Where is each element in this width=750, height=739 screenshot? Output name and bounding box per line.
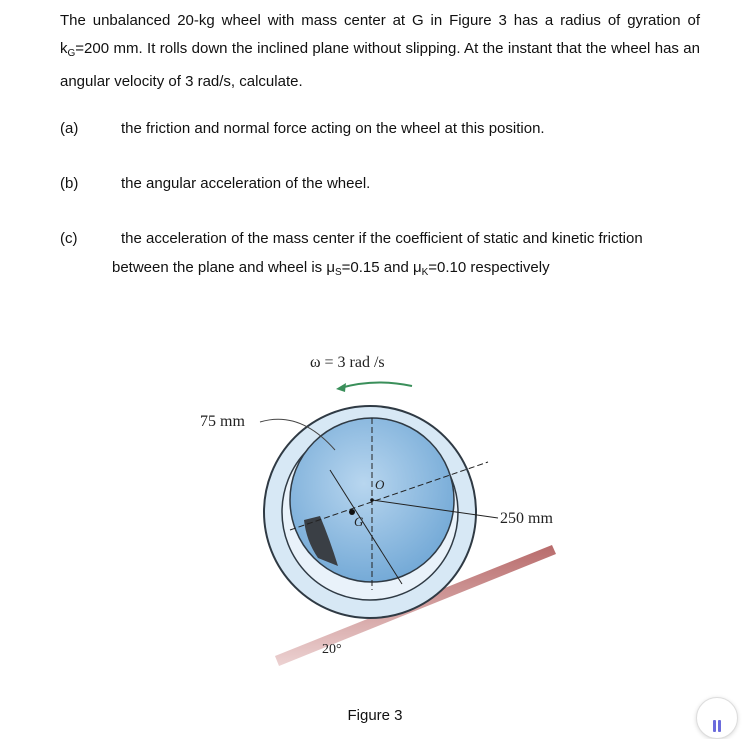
question-c-label: (c)	[60, 230, 78, 247]
omega-label: ω = 3 rad /s	[310, 354, 385, 371]
center-label: O	[375, 477, 385, 492]
wheel-figure	[180, 340, 584, 672]
question-c-text: the acceleration of the mass center if the coefficient of static and kinetic friction	[121, 230, 643, 247]
intro-subscript: G	[67, 48, 76, 59]
question-a-text: the friction and normal force acting on the wheel at this position.	[121, 120, 545, 137]
question-a-label: (a)	[60, 120, 79, 137]
menu-bar-icon	[713, 720, 716, 732]
question-c-cont-mid: =0.15 and μ	[341, 259, 422, 276]
incline-angle-label: 20°	[322, 642, 342, 657]
mu-s-subscript: S	[334, 267, 342, 278]
menu-bar-icon	[718, 720, 721, 732]
intro-text-post: =200 mm. It rolls down the inclined plane without slipping. At the instant that the wheel has an angular velocity of 3 rad/s, calculate.	[60, 40, 700, 90]
question-c-continuation	[112, 259, 702, 278]
radius-75-label: 75 mm	[200, 413, 245, 430]
center-point	[370, 498, 374, 502]
problem-statement	[60, 7, 700, 96]
figure-caption: Figure 3	[347, 707, 403, 724]
radius-250-label: 250 mm	[500, 510, 553, 527]
wheel-diagram	[180, 340, 584, 672]
question-c-cont-pre: between the plane and wheel is μ	[112, 259, 335, 276]
question-b-text: the angular acceleration of the wheel.	[121, 175, 371, 192]
omega-arrow	[340, 382, 412, 388]
question-c-cont-post: =0.10 respectively	[428, 259, 550, 276]
mass-center-label: G	[354, 514, 364, 529]
mu-k-subscript: K	[421, 267, 429, 278]
question-b-label: (b)	[60, 175, 79, 192]
intro-text-pre: The unbalanced 20-kg wheel with mass center at G in Figure 3 has a radius of gyration of k	[60, 12, 700, 57]
